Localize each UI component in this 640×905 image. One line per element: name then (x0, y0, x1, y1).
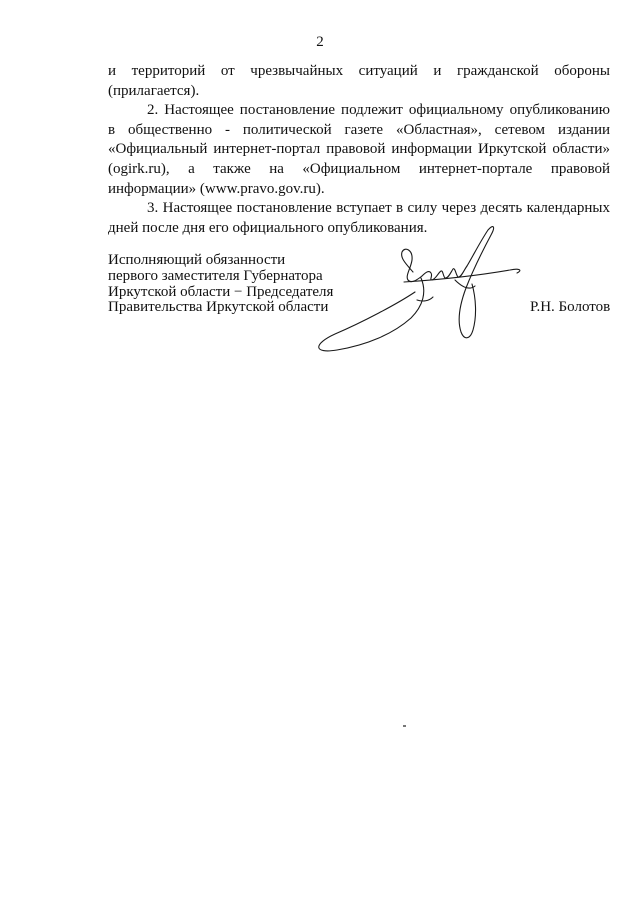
position-line: Иркутской области − Председателя (108, 283, 334, 300)
text-line: и территорий от чрезвычайных ситуаций и гражданской обороны (108, 63, 610, 79)
signer-name: Р.Н. Болотов (530, 299, 611, 315)
document-body (108, 62, 610, 238)
text-line: в общественно - политической газете «Областная», сетевом издании (108, 121, 610, 138)
signatory-position (108, 253, 333, 316)
text-line: дней после дня его официального опубликования. (108, 219, 428, 236)
text-line: (прилагается). (108, 82, 200, 99)
scan-artifact (403, 725, 406, 727)
text-line: информации» (www.pravo.gov.ru). (108, 180, 325, 197)
position-line: Правительства Иркутской области (108, 299, 329, 316)
page-number: 2 (316, 34, 324, 50)
text-line: 2. Настоящее постановление подлежит официальному опубликованию (147, 102, 610, 119)
handwritten-signature (305, 222, 535, 357)
position-line: первого заместителя Губернатора (108, 267, 323, 284)
paragraph-2 (108, 101, 610, 199)
text-line: 3. Настоящее постановление вступает в силу через десять календарных (147, 200, 610, 217)
position-line: Исполняющий обязанности (108, 252, 286, 268)
text-line: «Официальный интернет-портал правовой информации Иркутской области» (108, 141, 610, 158)
text-line: (ogirk.ru), а также на «Официальном интернет-портале правовой (108, 160, 610, 177)
paragraph-1-continuation (108, 62, 610, 101)
